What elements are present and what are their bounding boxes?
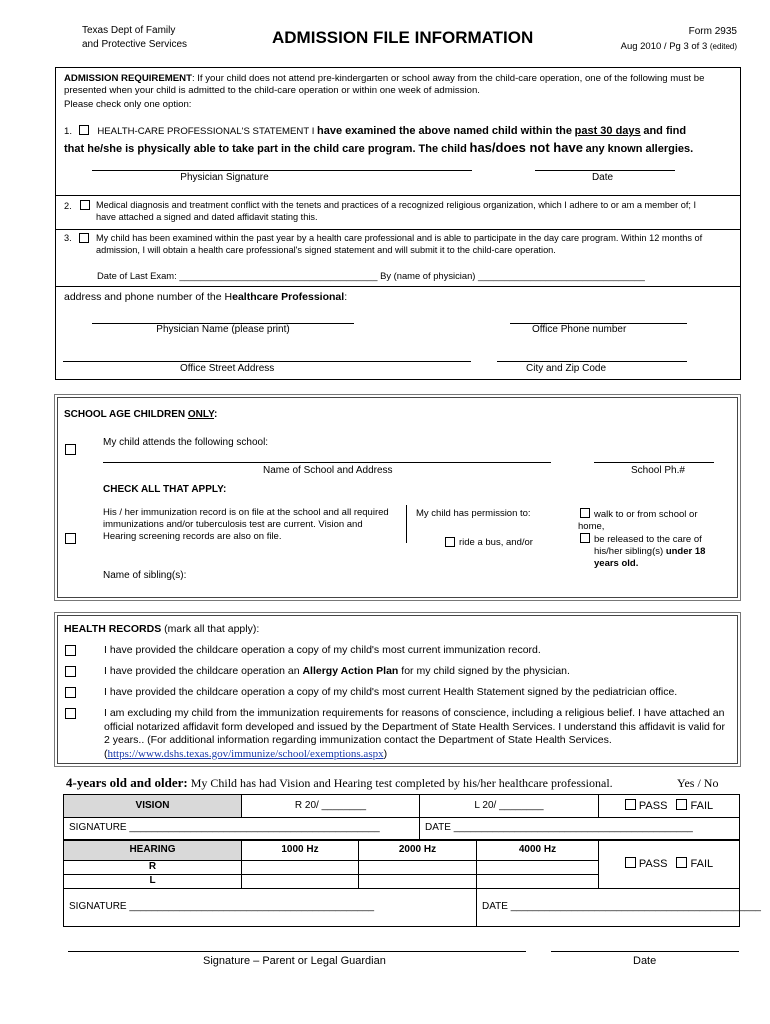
hearing-r-4000[interactable] [477,861,599,875]
hz-4000-header: 4000 Hz [477,841,599,861]
check-one-instruction: Please check only one option: [64,99,192,110]
admission-requirement [64,73,734,97]
city-zip-label: City and Zip Code [526,363,607,374]
vision-table [63,794,740,840]
ride-bus-checkbox[interactable] [445,537,455,547]
hearing-l-4000[interactable] [477,875,599,889]
option-divider-1 [56,195,740,196]
hearing-fail-checkbox[interactable] [676,857,687,868]
option-1-title: HEALTH-CARE PROFESSIONAL'S STATEMENT I [97,126,315,137]
health-item-4-end: ) [383,747,388,760]
option-1-text-c: that he/she is physically able to take part in the child care program. The child [64,143,467,155]
option-2-checkbox[interactable] [80,200,90,210]
admission-requirement-label: ADMISSION REQUIREMENT [64,73,192,84]
sibling-release-text: be released to the care of his/her sibling(s) [594,534,702,557]
yes-no-choice[interactable]: Yes / No [677,776,719,790]
ride-bus-label: ride a bus, and/or [459,537,533,548]
walk-label: walk to or from school or home, [578,509,698,532]
school-name-label: Name of School and Address [263,465,393,476]
sibling-release-checkbox[interactable] [580,533,590,543]
option-1-statement [64,123,734,158]
health-records-note: (mark all that apply): [161,623,260,635]
health-item-3-text: I have provided the childcare operation a copy of my child's most current Health Statement signed by the pediatrician office. [104,686,678,698]
office-phone-label: Office Phone number [532,324,627,335]
hearing-table [63,840,761,927]
hearing-signature-field[interactable]: SIGNATURE ____________________________________________ [64,889,477,927]
vision-left-field[interactable]: L 20/ ________ [420,795,599,818]
hcp-bold: ealthcare Professional [232,291,345,303]
street-address-label: Office Street Address [180,363,275,374]
vision-fail-checkbox[interactable] [676,799,687,810]
school-heading-only: ONLY [187,409,215,420]
vision-pass-checkbox[interactable] [625,799,636,810]
exemptions-link[interactable]: https://www.dshs.texas.gov/immunize/school/exemptions.aspx [107,747,384,760]
school-age-heading [64,409,217,422]
vision-date-field[interactable]: DATE ___________________________________________ [420,818,740,840]
form-revision [621,41,737,53]
option-divider-3 [56,286,740,287]
hearing-result [599,841,740,889]
parent-date-label: Date [633,955,657,967]
agency-name [82,24,187,52]
option-divider-2 [56,229,740,230]
health-item-2-a: I have provided the childcare operation an [104,665,303,677]
option-1-date-line[interactable] [535,170,675,171]
health-item-2-checkbox[interactable] [65,666,76,677]
agency-line-2: and Protective Services [82,39,188,50]
sibling-release-label [594,534,722,570]
health-item-2-c: for my child signed by the physician. [398,665,570,677]
parent-signature-label: Signature – Parent or Legal Guardian [203,955,386,967]
edited-note: (edited) [709,42,737,51]
vision-hearing-intro [66,775,613,791]
revision-text: Aug 2010 / Pg 3 of 3 [620,41,708,52]
option-1-checkbox[interactable] [79,125,89,135]
sibling-release-age: under 18 years old. [594,546,706,569]
hearing-left-label: L [64,875,242,889]
hearing-pass-label: PASS [638,858,668,871]
agency-line-1: Texas Dept of Family [82,25,176,36]
attends-school-text: My child attends the following school: [103,437,269,448]
vision-label: VISION [64,795,242,818]
health-item-1-checkbox[interactable] [65,645,76,656]
parent-signature-line[interactable] [68,951,526,952]
vision-right-field[interactable]: R 20/ ________ [242,795,420,818]
hearing-r-2000[interactable] [359,861,477,875]
vision-hearing-intro-text: My Child has had Vision and Hearing test completed by his/her healthcare professional. [187,776,613,790]
option-1-text-a: have examined the above named child within the [317,125,572,137]
vision-pass-label: PASS [638,799,668,812]
option-3-checkbox[interactable] [79,233,89,243]
option-1-text-d: any known allergies. [585,143,694,155]
hearing-pass-checkbox[interactable] [625,857,636,868]
permission-divider [406,505,407,543]
hearing-right-label: R [64,861,242,875]
city-zip-line[interactable] [497,361,687,362]
health-item-4-body: I am excluding my child from the immunization requirements for reasons of conscience, including a religious belief. I have attached an official notarized affidavit form developed and issued by the Department of State Health Services. I understand this affidavit is valid for 2 years.. (For additional information regarding immunization contact the Department of State Health Services. ( [104,707,726,760]
vision-fail-label: FAIL [690,799,714,812]
allergy-action-plan: Allergy Action Plan [302,665,399,677]
physician-signature-label: Physician Signature [180,172,269,183]
health-item-4-checkbox[interactable] [65,708,76,719]
vision-signature-field[interactable]: SIGNATURE _____________________________________________ [64,818,420,840]
immunization-on-file-checkbox[interactable] [65,533,76,544]
option-2-text: Medical diagnosis and treatment conflict with the tenets and practices of a recognized religious organization, which I adhere to or am a member of; I have attached a signed and dated affidavit stating this. [96,200,697,222]
option-1-number: 1. [64,126,73,137]
school-phone-label: School Ph.# [631,465,685,476]
hearing-l-1000[interactable] [242,875,359,889]
hcp-intro: address and phone number of the H [64,291,233,303]
vision-result [599,795,740,818]
health-item-1-text: I have provided the childcare operation a copy of my child's most current immunization record. [104,644,541,656]
hz-2000-header: 2000 Hz [359,841,477,861]
attends-school-checkbox[interactable] [65,444,76,455]
health-records-title: HEALTH RECORDS [64,623,162,635]
health-item-3-checkbox[interactable] [65,687,76,698]
option-2-number: 2. [64,201,72,211]
sibling-names-label[interactable]: Name of sibling(s): [103,570,187,581]
option-3-number: 3. [64,233,72,243]
physician-name-label: Physician Name (please print) [156,324,290,335]
school-heading-text: SCHOOL AGE CHILDREN [64,409,188,420]
street-address-line[interactable] [63,361,471,362]
immunization-on-file-text: His / her immunization record is on file at the school and all required immunizations and/or tuberculosis test are current. Vision and Hearing screening records are also on file. [103,507,389,542]
health-item-4-text [104,707,728,761]
parent-date-line[interactable] [551,951,739,952]
admission-requirement-text: : If your child does not attend pre-kindergarten or school away from the child-care operation, one of the following must be presented when your child is admitted to the child-care operation or within one week of admission. [64,73,705,96]
page-title: ADMISSION FILE INFORMATION [272,28,534,47]
form-number: Form 2935 [688,26,737,37]
option-1-date-label: Date [591,172,614,183]
hearing-fail-label: FAIL [690,858,714,871]
permission-label: My child has permission to: [416,508,531,519]
check-all-heading: CHECK ALL THAT APPLY: [103,484,227,495]
four-years-label: 4-years old and older: [66,775,188,790]
physician-signature-line[interactable] [92,170,472,171]
healthcare-professional-heading [64,291,347,304]
option-1-past-30-days: past 30 days [574,125,641,137]
hz-1000-header: 1000 Hz [242,841,359,861]
option-1-allergy-choice: has/does not have [469,140,583,155]
option-3-text: My child has been examined within the past year by a health care professional and is able to participate in the day care program. Within 12 months of admission, I will obtain a health care professional's signed statement and will submit it to the child-care operation. [96,233,703,255]
hearing-date-field[interactable]: DATE _____________________________________________ [477,889,740,927]
option-1-text-b: and find [643,125,687,137]
hearing-label: HEARING [64,841,242,861]
hcp-colon: : [344,291,348,303]
school-heading-colon: : [214,409,218,420]
health-records-heading [64,623,259,636]
school-name-line[interactable] [103,462,551,463]
health-item-2-text [104,665,570,678]
school-phone-line[interactable] [594,462,714,463]
hearing-r-1000[interactable] [242,861,359,875]
hearing-l-2000[interactable] [359,875,477,889]
last-exam-line[interactable]: Date of Last Exam: ______________________________________ By (name of physician) ________________________________ [97,270,645,281]
